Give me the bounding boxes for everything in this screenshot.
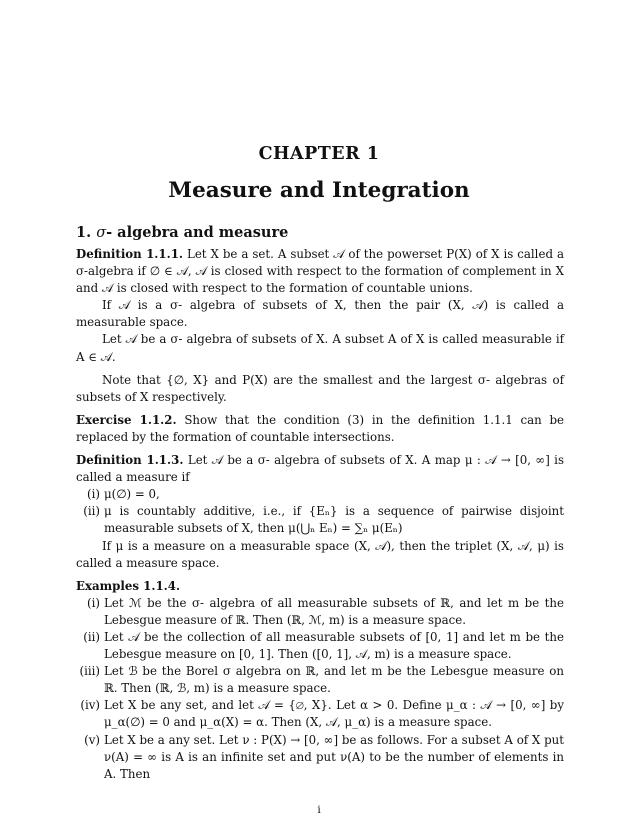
exercise-1-1-2 [76,412,564,446]
list-item [76,663,564,697]
list-item [76,486,564,503]
list-item [76,503,564,537]
list-item [76,595,564,629]
item-label: (v) [84,732,100,747]
item-label: (iii) [79,664,100,679]
item-label: (i) [87,487,100,502]
definition-1-1-1 [76,246,564,297]
chapter-title: Measure and Integration [168,178,470,203]
item-label: (ii) [83,504,100,519]
list-item [76,629,564,663]
item-text: μ(∅) = 0, [104,487,160,502]
examples-label: Examples 1.1.4. [76,578,181,593]
item-text: Let ℳ be the σ- algebra of all measurable subsets of ℝ, and let m be the Lebesgue measure of ℝ. Then (ℝ, ℳ, m) is a measure space. [104,595,564,627]
definition-text: Let 𝒜 be a σ- algebra of subsets of X. A map μ : 𝒜 → [0, ∞] is called a measure if [76,453,565,485]
measure-space-paragraph: If μ is a measure on a measurable space (X, 𝒜), then the triplet (X, 𝒜, μ) is called a measure space. [76,538,564,570]
page-body [76,246,564,783]
item-text: Let 𝒜 be the collection of all measurable subsets of [0, 1] and let m be the Lebesgue measure on [0, 1]. Then ([0, 1], 𝒜, m) is a measure space. [104,629,564,662]
item-text: Let ℬ be the Borel σ algebra on ℝ, and let m be the Lebesgue measure on ℝ. Then (ℝ, ℬ, m) is a measure space. [104,664,564,696]
page-number: i [317,804,321,816]
examples-list [76,595,564,783]
measurable-space-paragraph: If 𝒜 is a σ- algebra of subsets of X, then the pair (X, 𝒜) is called a measurable space. [76,298,564,330]
item-text: Let X be a any set. Let ν : P(X) → [0, ∞] be as follows. For a subset A of X put ν(A) = ∞ is A is an infinite set and put ν(A) to be the number of elements in A. Then [104,732,564,781]
measurable-set-paragraph: Let 𝒜 be a σ- algebra of subsets of X. A subset A of X is called measurable if A ∈ 𝒜. [76,332,564,364]
item-label: (ii) [83,629,100,644]
item-label: (iv) [80,698,100,713]
measure-conditions-list [76,486,564,537]
exercise-text: Show that the condition (3) in the definition 1.1.1 can be replaced by the formation of countable intersections. [76,412,564,444]
definition-label: Definition 1.1.1. [76,247,184,261]
section-sigma: σ [96,225,107,241]
chapter-heading: CHAPTER 1 [258,144,380,164]
section-title-rest: - algebra and measure [106,224,289,241]
definition-1-1-3 [76,452,564,486]
list-item [76,732,564,783]
section-heading [76,224,288,241]
list-item [76,697,564,731]
section-number: 1. [76,224,92,241]
item-text: μ is countably additive, i.e., if {Eₙ} is a sequence of pairwise disjoint measurable subsets of X, then μ(⋃ₙ Eₙ) = ∑ₙ μ(Eₙ) [104,504,564,536]
item-label: (i) [87,595,100,610]
exercise-label: Exercise 1.1.2. [76,412,177,427]
note-paragraph: Note that {∅, X} and P(X) are the smallest and the largest σ- algebras of subsets of X respectively. [76,372,564,404]
definition-label: Definition 1.1.3. [76,453,184,468]
definition-text: Let X be a set. A subset 𝒜 of the powerset P(X) of X is called a σ-algebra if ∅ ∈ 𝒜, 𝒜 is closed with respect to the formation of complement in X and 𝒜 is closed with respect to the formation of countable unions. [76,247,564,296]
item-text: Let X be any set, and let 𝒜 = {∅, X}. Let α > 0. Define μ_α : 𝒜 → [0, ∞] by μ_α(∅) = 0 and μ_α(X) = α. Then (X, 𝒜, μ_α) is a measure space. [104,698,564,730]
